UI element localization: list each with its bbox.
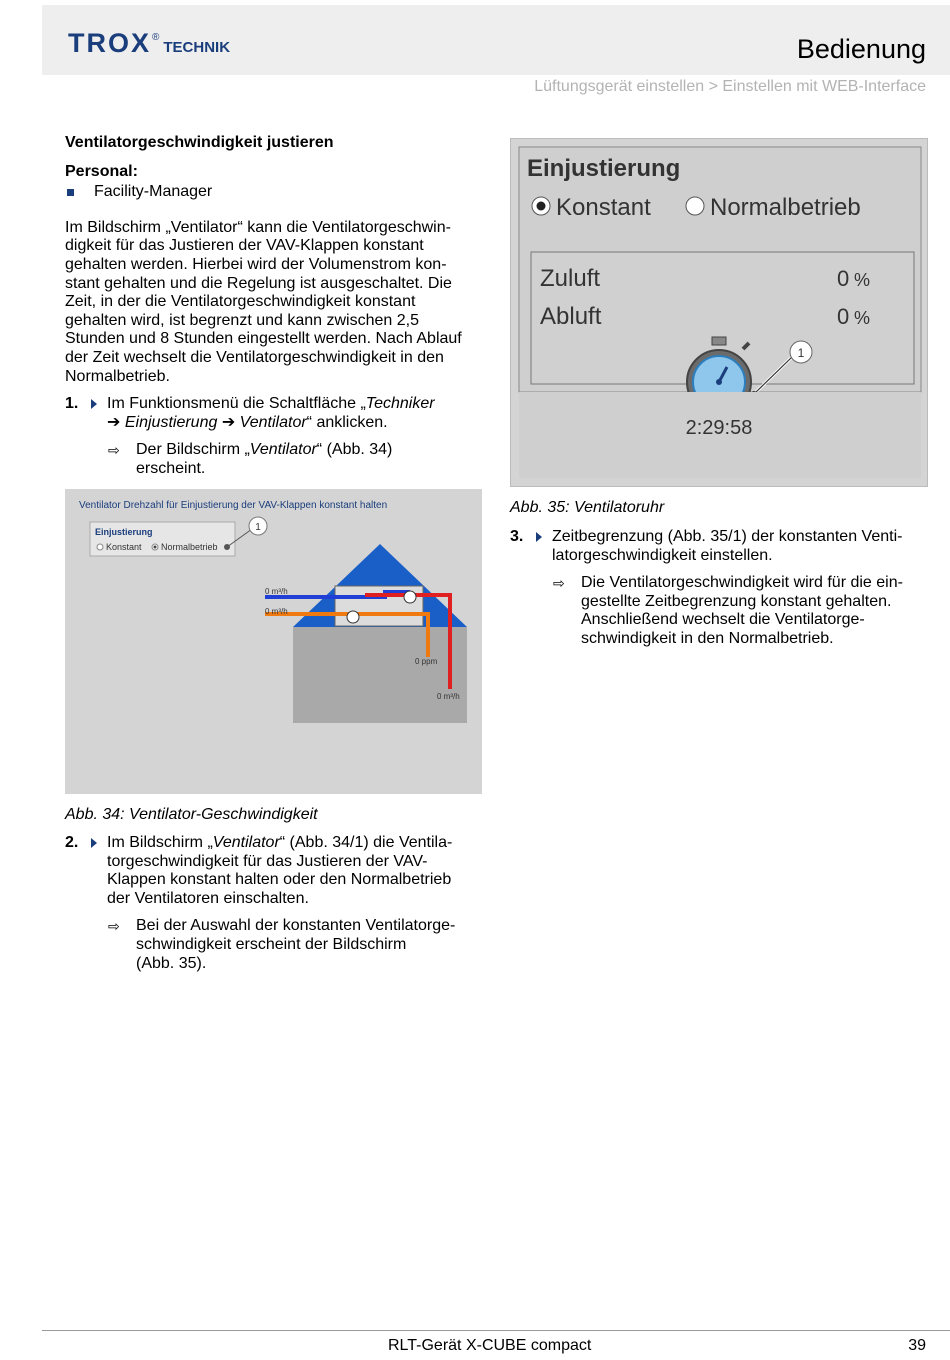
r1-it: Ventilator (249, 441, 317, 459)
abluft-value: 0 (837, 304, 850, 329)
s2-r1: Bei der Auswahl der konstanten Ventilatorge- (136, 917, 456, 935)
section-title: Ventilatorgeschwindigkeit justieren (65, 134, 334, 151)
step-1-result (108, 441, 483, 478)
trox-logo (68, 30, 230, 57)
s2-r2: schwindigkeit erscheint der Bildschirm (136, 935, 407, 953)
step-number: 2. (65, 834, 79, 851)
radio-konstant-label: Konstant (106, 542, 142, 552)
radio-normalbetrieb-label: Normalbetrieb (710, 194, 861, 221)
menu-arrow-icon: ➔ (107, 413, 121, 431)
result-arrow-icon: ⇨ (108, 918, 120, 935)
intro-line: Normalbetrieb. (65, 367, 170, 385)
bullet-square-icon (67, 189, 74, 196)
timer-value-display: 2:29:58 (685, 417, 753, 439)
intro-line: stant gehalten und die Regelung ist ausgeschaltet. Die (65, 274, 452, 292)
step1-post: “ anklicken. (306, 413, 388, 431)
personal-label: Personal: (65, 162, 138, 180)
intro-line: Stunden und 8 Stunden eingestellt werden. Nach Ablauf (65, 330, 462, 348)
figure-34 (65, 489, 482, 794)
step1-pre: Im Funktionsmenü die Schaltfläche „ (107, 395, 366, 413)
radio-normalbetrieb[interactable] (686, 197, 704, 215)
step-triangle-icon (91, 834, 107, 908)
radio-normalbetrieb-label: Normalbetrieb (161, 542, 218, 552)
fig34-caption: Abb. 34: Ventilator-Geschwindigkeit (65, 806, 318, 823)
zuluft-unit: % (854, 270, 871, 290)
step-3-result (553, 574, 928, 648)
callout-number: 1 (255, 522, 261, 533)
step-3-block (510, 520, 928, 649)
fig34-title: Ventilator Drehzahl für Einjustierung der VAV-Klappen konstant halten (79, 500, 388, 511)
callout-dot (224, 544, 230, 550)
value-1: 0 m³/h (265, 587, 288, 596)
s3-r1: Die Ventilatorgeschwindigkeit wird für die ein- (581, 574, 903, 592)
s2-l1-pre: Im Bildschirm „ (107, 834, 213, 851)
intro-line (65, 219, 483, 238)
einjustierung-box-title: Einjustierung (95, 527, 153, 537)
value-4: 0 m³/h (437, 692, 460, 701)
zuluft-value: 0 (837, 266, 850, 291)
step-1 (65, 395, 483, 432)
s3-r4: schwindigkeit in den Normalbetrieb. (581, 629, 834, 647)
intro-line: gehalten werden. Hierbei wird der Volumenstrom kon- (65, 255, 447, 273)
r1-post: “ (Abb. 34) (316, 441, 393, 459)
abluft-label: Abluft (540, 303, 602, 330)
s3-l2: latorgeschwindigkeit einstellen. (552, 546, 773, 564)
step-text (107, 834, 483, 908)
result-arrow-icon: ⇨ (553, 575, 565, 592)
result-arrow-icon: ⇨ (108, 442, 120, 459)
step-number: 3. (510, 528, 524, 545)
r1-line2: erscheint. (136, 459, 206, 477)
logo-registered: ® (152, 32, 160, 43)
step-text (107, 395, 483, 432)
left-column (65, 134, 483, 479)
s2-l1-post: “ (Abb. 34/1) die Ventila- (279, 834, 453, 851)
ventilator-screen (65, 489, 482, 794)
s2-l4: der Ventilatoren einschalten. (107, 889, 309, 907)
s3-r2: gestellte Zeitbegrenzung konstant gehalten. (581, 592, 892, 610)
s2-l2: torgeschwindigkeit für das Justieren der VAV- (107, 852, 428, 870)
step-triangle-icon (536, 528, 552, 565)
footer-document-title: RLT-Gerät X-CUBE compact (388, 1337, 592, 1354)
intro-paragraph (65, 219, 483, 386)
s2-r3: (Abb. 35). (136, 954, 207, 972)
personal-item-text: Facility-Manager (94, 183, 213, 201)
zuluft-label: Zuluft (540, 265, 601, 292)
footer-divider (42, 1330, 950, 1331)
breadcrumb: Lüftungsgerät einstellen > Einstellen mit WEB-Interface (534, 78, 926, 95)
radio-konstant-label: Konstant (556, 194, 651, 221)
step-text (552, 528, 928, 565)
result-text (136, 917, 483, 973)
personal-item (65, 183, 483, 202)
radio-normalbetrieb-dot (154, 546, 157, 549)
house-body (293, 627, 467, 723)
menu-path-ventilator: Ventilator (239, 413, 307, 431)
fan-1-icon (347, 611, 359, 623)
value-2: 0 m³/h (265, 607, 288, 616)
callout-number: 1 (797, 346, 805, 360)
value-3: 0 ppm (415, 657, 438, 666)
figure-35 (510, 138, 928, 487)
fan-2-icon (404, 591, 416, 603)
result-text (136, 441, 483, 478)
step-2 (65, 834, 483, 908)
s3-r3: Anschließend wechselt die Ventilatorge- (581, 611, 865, 629)
radio-konstant-dot (537, 202, 546, 211)
result-text (581, 574, 928, 648)
fig35-caption: Abb. 35: Ventilatoruhr (510, 499, 665, 516)
page-number: 39 (908, 1337, 926, 1354)
intro-line: gehalten wird, ist begrenzt und kann zwischen 2,5 (65, 311, 419, 329)
menu-path-techniker: Techniker (365, 395, 435, 413)
r1-pre: Der Bildschirm „ (136, 441, 250, 459)
radio-konstant[interactable] (97, 544, 103, 550)
intro-line: Zeit, in der die Ventilatorgeschwindigkeit konstant (65, 293, 416, 311)
step-2-result (108, 917, 483, 973)
intro-line: digkeit für das Justieren der VAV-Klappen konstant (65, 237, 424, 255)
s2-l3: Klappen konstant halten oder den Normalbetrieb (107, 871, 452, 889)
intro-line: der Zeit wechselt die Ventilatorgeschwindigkeit in den (65, 348, 444, 366)
chapter-title: Bedienung (796, 34, 926, 64)
s3-l1: Zeitbegrenzung (Abb. 35/1) der konstanten Venti- (552, 528, 903, 545)
step-3 (510, 528, 928, 565)
intro-line-0: Im Bildschirm „Ventilator“ kann die Ventilatorgeschwin- (65, 218, 451, 236)
logo-sub: TECHNIK (163, 39, 231, 56)
step-number: 1. (65, 395, 79, 413)
fig35-title: Einjustierung (527, 155, 681, 182)
s2-l1-it: Ventilator (212, 834, 280, 851)
abluft-unit: % (854, 308, 871, 328)
logo-main: TROX (68, 28, 152, 58)
step-triangle-icon (91, 395, 107, 432)
step-2-block (65, 826, 483, 973)
menu-arrow-icon: ➔ (221, 413, 236, 431)
menu-path-einjustierung: Einjustierung (124, 413, 218, 431)
ventilator-clock-screen (511, 139, 927, 486)
